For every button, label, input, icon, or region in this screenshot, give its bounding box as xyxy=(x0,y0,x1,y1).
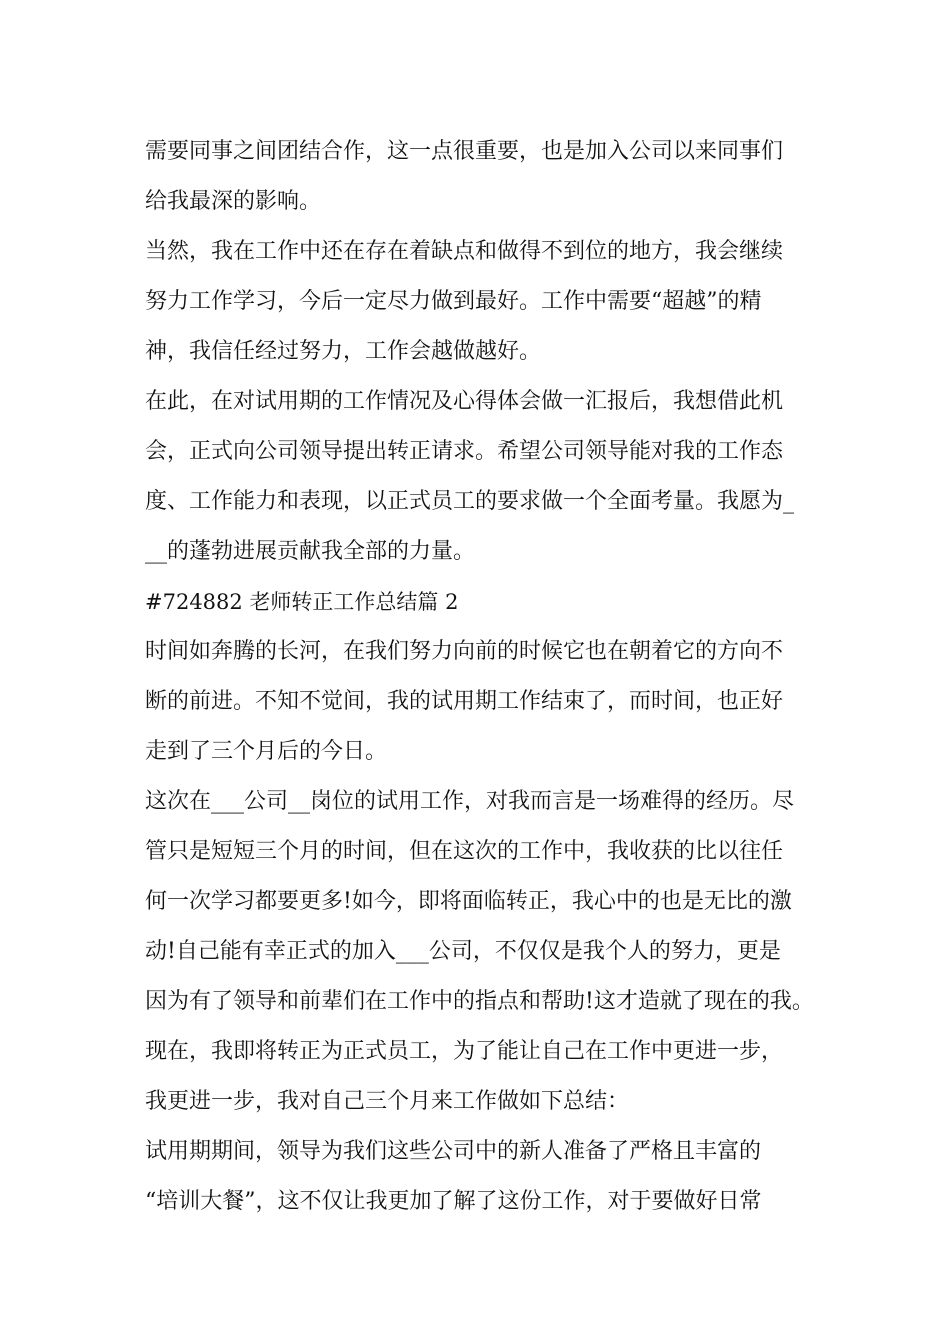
text-line: 这次在___公司__岗位的试用工作，对我而言是一场难得的经历。尽 xyxy=(145,789,795,814)
text-line: 断的前进。不知不觉间，我的试用期工作结束了，而时间，也正好 xyxy=(145,689,784,714)
text-line: 努力工作学习，今后一定尽力做到最好。工作中需要“超越”的精 xyxy=(145,289,762,314)
document-page xyxy=(145,127,820,1227)
text-line: __的蓬勃进展贡献我全部的力量。 xyxy=(145,539,476,564)
text-line: 度、工作能力和表现，以正式员工的要求做一个全面考量。我愿为_ xyxy=(145,489,795,514)
text-line: 管只是短短三个月的时间，但在这次的工作中，我收获的比以往任 xyxy=(145,839,784,864)
text-line: 当然，我在工作中还在存在着缺点和做得不到位的地方，我会继续 xyxy=(145,239,784,264)
text-line: 时间如奔腾的长河，在我们努力向前的时候它也在朝着它的方向不 xyxy=(145,639,784,664)
text-line: 我更进一步，我对自己三个月来工作做如下总结： xyxy=(145,1089,630,1114)
text-line: 动!自己能有幸正式的加入___公司，不仅仅是我个人的努力，更是 xyxy=(145,939,781,964)
text-line: 神，我信任经过努力，工作会越做越好。 xyxy=(145,339,542,364)
text-line: 需要同事之间团结合作，这一点很重要，也是加入公司以来同事们 xyxy=(145,139,784,164)
text-line: “培训大餐”，这不仅让我更加了解了这份工作，对于要做好日常 xyxy=(145,1189,762,1214)
text-line: 试用期期间，领导为我们这些公司中的新人准备了严格且丰富的 xyxy=(145,1139,762,1164)
text-line: 现在，我即将转正为正式员工，为了能让自己在工作中更进一步， xyxy=(145,1039,784,1064)
text-line: 会，正式向公司领导提出转正请求。希望公司领导能对我的工作态 xyxy=(145,439,784,464)
text-line: 在此，在对试用期的工作情况及心得体会做一汇报后，我想借此机 xyxy=(145,389,784,414)
text-line: 给我最深的影响。 xyxy=(145,189,322,214)
section-heading: #724882 老师转正工作总结篇 2 xyxy=(145,590,459,614)
text-line: 走到了三个月后的今日。 xyxy=(145,739,388,764)
text-line: 何一次学习都要更多!如今，即将面临转正，我心中的也是无比的激 xyxy=(145,889,792,914)
text-line: 因为有了领导和前辈们在工作中的指点和帮助!这才造就了现在的我。 xyxy=(145,989,814,1014)
